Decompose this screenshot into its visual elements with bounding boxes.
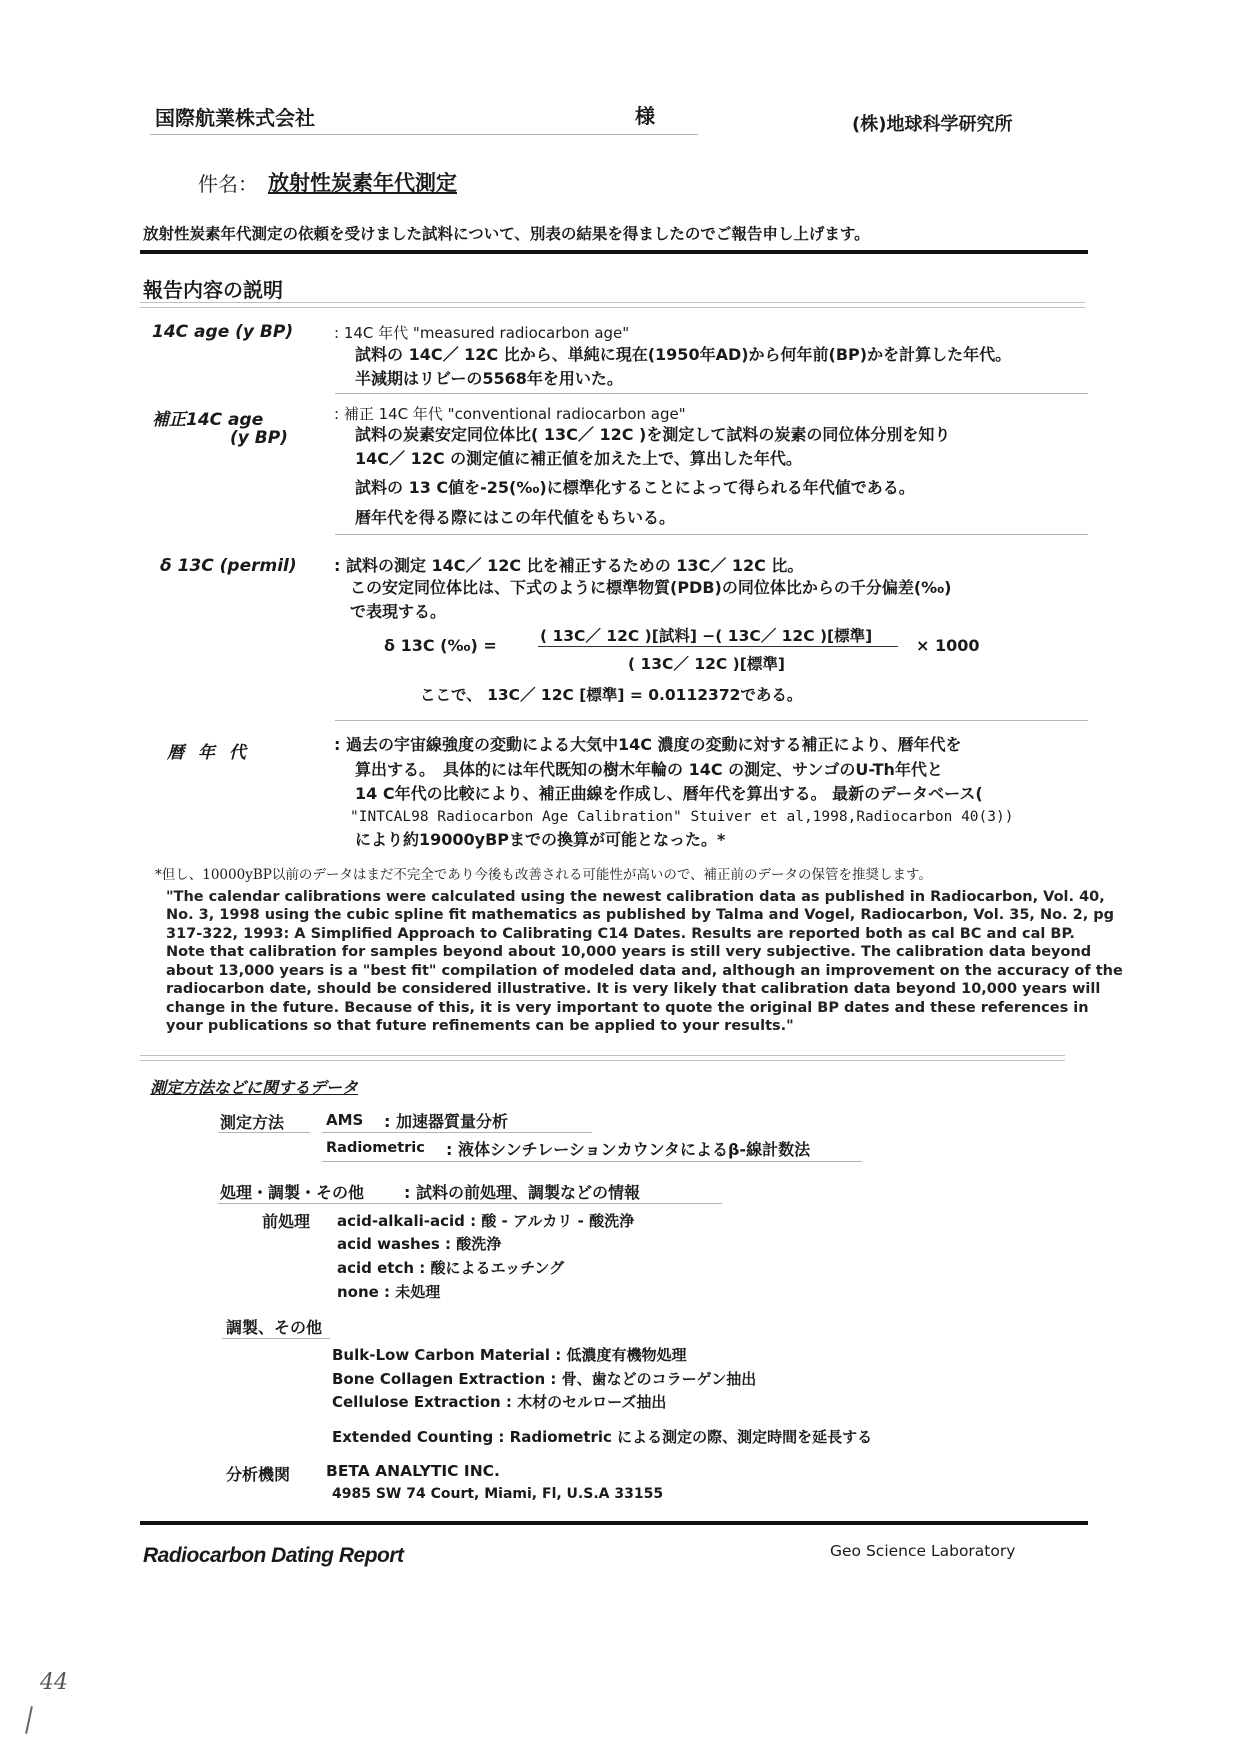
- formula-fraction-bar: [538, 646, 898, 647]
- footnote-english-1: "The calendar calibrations were calculated using the newest calibration data as published in Radiocarbon, Vol. 40,: [166, 889, 1105, 905]
- extended-counting: Extended Counting : Radiometric による測定の際、測定時間を延長する: [332, 1428, 873, 1446]
- lab-label: 分析機関: [226, 1465, 291, 1484]
- subject-label: 件名：: [198, 172, 258, 196]
- ams-value: : 加速器質量分析: [384, 1112, 508, 1131]
- term-calendar-line-3: 14 C年代の比較により、補正曲線を作成し、暦年代を算出する。 最新のデータベース(: [355, 784, 983, 803]
- radiometric-underline: [322, 1161, 862, 1162]
- intro-text: 放射性炭素年代測定の依頼を受けました試料について、別表の結果を得ましたのでご報告申し上げます。: [143, 225, 870, 243]
- section-title: 報告内容の説明: [143, 278, 283, 302]
- sender: (株)地球科学研究所: [852, 114, 1013, 135]
- term-corrected-line-5: 暦年代を得る際にはこの年代値をもちいる。: [355, 508, 676, 527]
- term-divider-1: [335, 393, 1088, 394]
- term-corrected-line-3: 14C／ 12C の測定値に補正値を加えた上で、算出した年代。: [355, 449, 802, 468]
- process-underline: [218, 1203, 722, 1204]
- term-delta-line-1: : 試料の測定 14C／ 12C 比を補正するための 13C／ 12C 比。: [334, 556, 804, 575]
- preparation-item-3: Cellulose Extraction : 木材のセルローズ抽出: [332, 1393, 667, 1411]
- footnote-rule: [140, 1055, 1065, 1061]
- pretreatment-item-2: acid washes : 酸洗浄: [337, 1235, 502, 1253]
- term-corrected-14c-age-unit: (y BP): [230, 428, 288, 448]
- term-calendar-line-4: "INTCAL98 Radiocarbon Age Calibration" Stuiver et al,1998,Radiocarbon 40(3)): [350, 809, 1014, 825]
- formula-denominator: ( 13C／ 12C )[標準]: [628, 655, 785, 673]
- term-corrected-14c-age: 補正14C age: [152, 410, 264, 430]
- footnote-english-3: 317-322, 1993: A Simplified Approach to Calibrating C14 Dates. Results are reported both as cal BC and cal BP.: [166, 926, 1075, 942]
- term-corrected-line-2: 試料の炭素安定同位体比( 13C／ 12C )を測定して試料の炭素の同位体分別を知り: [355, 425, 951, 444]
- handwritten-stroke: [25, 1706, 33, 1734]
- preparation-label: 調製、その他: [226, 1318, 323, 1337]
- footnote-english-8: your publications so that future refinements can be applied to your results.": [166, 1018, 794, 1034]
- term-14c-age: 14C age (y BP): [152, 322, 294, 342]
- footnote-japanese: *但し、10000yBP以前のデータはまだ不完全であり今後も改善される可能性が高いので、補正前のデータの保管を推奨します。: [155, 867, 932, 883]
- subject-value: 放射性炭素年代測定: [268, 171, 457, 195]
- preparation-underline: [222, 1338, 330, 1339]
- term-14c-age-line-3: 半減期はリビーの5568年を用いた。: [355, 369, 623, 388]
- process-value: : 試料の前処理、調製などの情報: [404, 1183, 640, 1202]
- formula-note: ここで、 13C／ 12C [標準] = 0.0112372である。: [420, 686, 803, 704]
- term-14c-age-line-1: : 14C 年代 "measured radiocarbon age": [334, 324, 630, 342]
- methods-title: 測定方法などに関するデータ: [150, 1078, 359, 1097]
- intro-rule: [140, 250, 1088, 254]
- footer-title: Radiocarbon Dating Report: [143, 1544, 404, 1567]
- formula-lhs: δ 13C (‰) =: [384, 636, 497, 655]
- footnote-english-5: about 13,000 years is a "best fit" compilation of modeled data and, although an improvement on the accuracy of the: [166, 963, 1123, 979]
- measure-label-underline: [218, 1132, 310, 1133]
- recipient: 国際航業株式会社: [155, 106, 315, 130]
- handwritten-page-number: 44: [40, 1670, 68, 1695]
- measure-label: 測定方法: [220, 1113, 285, 1132]
- formula-numerator: ( 13C／ 12C )[試料] −( 13C／ 12C )[標準]: [540, 627, 873, 645]
- term-calendar-line-5: により約19000yBPまでの換算が可能となった。*: [355, 830, 726, 849]
- preparation-item-1: Bulk-Low Carbon Material : 低濃度有機物処理: [332, 1346, 687, 1364]
- pretreatment-item-4: none : 未処理: [337, 1283, 441, 1301]
- pretreatment-item-3: acid etch : 酸によるエッチング: [337, 1259, 565, 1277]
- ams-underline: [322, 1132, 592, 1133]
- footnote-english-7: change in the future. Because of this, it is very important to quote the original BP dates and these references in: [166, 1000, 1089, 1016]
- footnote-english-4: Note that calibration for samples beyond about 10,000 years is still very subjective. The calibration data beyond: [166, 944, 1092, 960]
- pretreatment-label: 前処理: [262, 1212, 311, 1231]
- lab-name: BETA ANALYTIC INC.: [326, 1462, 500, 1480]
- radiometric-value: : 液体シンチレーションカウンタによるβ-線計数法: [446, 1140, 811, 1159]
- process-label: 処理・調製・その他: [220, 1183, 365, 1202]
- term-corrected-line-1: : 補正 14C 年代 "conventional radiocarbon age": [334, 405, 686, 423]
- footer-lab: Geo Science Laboratory: [830, 1542, 1016, 1560]
- section-title-rule: [140, 302, 1085, 308]
- formula-multiplier: × 1000: [916, 636, 980, 655]
- term-calendar-line-2: 算出する。 具体的には年代既知の樹木年輪の 14C の測定、サンゴのU-Th年代と: [355, 760, 943, 779]
- term-delta-13c: δ 13C (permil): [160, 556, 297, 576]
- footnote-english-6: radiocarbon date, should be considered illustrative. It is very likely that calibration data beyond 10,000 years will: [166, 981, 1101, 997]
- footnote-english-2: No. 3, 1998 using the cubic spline fit mathematics as published by Talma and Vogel, Radiocarbon, Vol. 35, No. 2, pg: [166, 907, 1115, 923]
- term-14c-age-line-2: 試料の 14C／ 12C 比から、単純に現在(1950年AD)から何年前(BP)かを計算した年代。: [355, 345, 1012, 364]
- term-divider-2: [335, 534, 1088, 535]
- ams-key: AMS: [326, 1111, 364, 1129]
- term-delta-line-2: この安定同位体比は、下式のように標準物質(PDB)の同位体比からの千分偏差(‰): [350, 578, 952, 597]
- lab-address: 4985 SW 74 Court, Miami, Fl, U.S.A 33155: [332, 1486, 664, 1502]
- term-calendar-line-1: : 過去の宇宙線強度の変動による大気中14C 濃度の変動に対する補正により、暦年代を: [334, 735, 962, 754]
- radiometric-key: Radiometric: [326, 1140, 425, 1156]
- recipient-underline: [150, 134, 698, 135]
- term-delta-line-3: で表現する。: [350, 602, 447, 621]
- preparation-item-2: Bone Collagen Extraction : 骨、歯などのコラーゲン抽出: [332, 1370, 757, 1388]
- pretreatment-item-1: acid-alkali-acid : 酸 - アルカリ - 酸洗浄: [337, 1212, 635, 1230]
- term-calendar-age: 暦 年 代: [167, 743, 250, 763]
- honorific: 様: [635, 104, 655, 128]
- term-corrected-line-4: 試料の 13 C値を-25(‰)に標準化することによって得られる年代値である。: [355, 478, 915, 497]
- footer-rule: [140, 1521, 1088, 1525]
- term-divider-3: [335, 720, 1088, 721]
